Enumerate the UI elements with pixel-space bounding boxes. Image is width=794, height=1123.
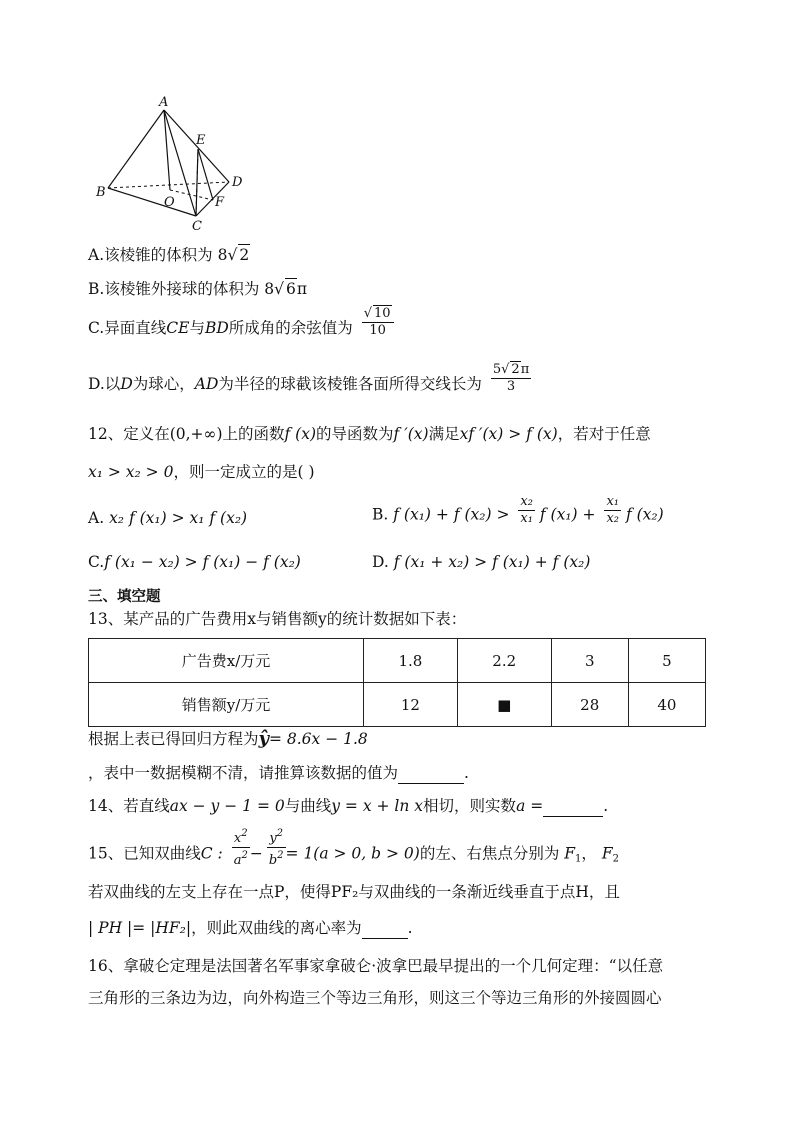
q12-option-b-frac1 bbox=[518, 494, 535, 527]
option-c-fraction bbox=[362, 305, 394, 339]
option-label: A. bbox=[88, 509, 105, 527]
sqrt-sign: √ bbox=[274, 280, 285, 298]
fraction-denominator: 3 bbox=[506, 379, 516, 394]
edge-ab bbox=[108, 110, 164, 188]
table-cell: 1.8 bbox=[364, 639, 458, 683]
table-cell: 28 bbox=[551, 683, 628, 727]
table-cell: 12 bbox=[364, 683, 458, 727]
option-d-text: D.以 bbox=[88, 375, 121, 393]
fraction-denominator: x₁ bbox=[520, 511, 533, 526]
option-a-radicand: 2 bbox=[239, 246, 250, 264]
row-header: 销售额y/万元 bbox=[89, 683, 364, 727]
option-a-value: 8 bbox=[217, 246, 228, 264]
q12-option-d bbox=[372, 552, 590, 572]
option-b-pi: π bbox=[296, 280, 308, 298]
q12-option-b-frac2 bbox=[604, 494, 621, 527]
option-a-line bbox=[88, 244, 250, 265]
q16-line1 bbox=[88, 956, 663, 976]
q12-text-a: 12、定义在(0,+∞)上的函数 bbox=[88, 425, 285, 443]
a-var: a bbox=[233, 853, 242, 868]
q16-line2 bbox=[88, 988, 662, 1008]
edge-bd-hidden bbox=[108, 182, 229, 188]
q12-text-d: ，若对于任意 bbox=[557, 425, 651, 443]
edge-bc bbox=[108, 188, 196, 216]
q14-text-a: 14、若直线 bbox=[88, 797, 170, 815]
q13-intro bbox=[88, 609, 466, 629]
b-var: b bbox=[268, 853, 278, 868]
table-cell: 2.2 bbox=[457, 639, 551, 683]
q12-condition: xf ′(x) > f (x) bbox=[459, 425, 558, 443]
q15-text-b: 的左、右焦点分别为 bbox=[419, 844, 560, 863]
fraction-numerator: 5√ 2π bbox=[492, 362, 530, 377]
q16-line1-text: 16、拿破仑定理是法国著名军事家拿破仑·波拿巴最早提出的一个几何定理：“以任意 bbox=[88, 957, 664, 975]
label-c: C bbox=[192, 219, 202, 234]
q14-var: a = bbox=[516, 797, 544, 815]
q12-fprime: f ′(x) bbox=[393, 425, 429, 443]
q14-curve-eq: y = x + ln x bbox=[331, 797, 424, 815]
q12-text-c: 满足 bbox=[428, 425, 460, 443]
q14-text-c: 相切，则实数 bbox=[423, 797, 517, 815]
fraction-denominator: x₂ bbox=[606, 511, 619, 526]
option-c-mid: 与 bbox=[189, 319, 205, 337]
answer-blank[interactable] bbox=[398, 763, 464, 784]
fraction-denominator: 10 bbox=[369, 323, 386, 338]
table-row bbox=[89, 639, 706, 683]
section-title bbox=[88, 586, 161, 607]
option-b-radicand: 6 bbox=[286, 280, 296, 298]
q14-text-b: 与曲线 bbox=[284, 797, 332, 815]
y-var: y bbox=[269, 831, 277, 846]
q15-f1: F bbox=[564, 844, 576, 863]
q15-y-fraction bbox=[267, 826, 286, 869]
period: . bbox=[407, 919, 413, 937]
q12-option-b-mid: f (x₁) + bbox=[539, 505, 596, 524]
option-d-ad: AD bbox=[194, 375, 219, 393]
q12-option-c bbox=[88, 552, 301, 572]
q15-f2: F bbox=[601, 844, 613, 863]
period: . bbox=[603, 797, 609, 815]
option-b-value: 8 bbox=[264, 280, 275, 298]
option-b-line bbox=[88, 278, 307, 299]
q13-intro-text: 13、某产品的广告费用x与销售额y的统计数据如下表： bbox=[88, 610, 467, 628]
option-c-line bbox=[88, 306, 394, 339]
fraction-numerator: x₂ bbox=[520, 494, 533, 509]
q12-text-b: 的导函数为 bbox=[316, 425, 394, 443]
fraction-denominator: $a^2$ bbox=[233, 850, 248, 868]
option-d-num-radicand: 2 bbox=[511, 362, 520, 377]
fraction-denominator: $b^2$ bbox=[268, 850, 284, 868]
q13-after2-text: ，表中一数据模糊不清，请推算该数据的值为 bbox=[88, 764, 399, 782]
section-3-title: 三、填空题 bbox=[88, 589, 161, 605]
option-d-fraction bbox=[491, 361, 531, 395]
table-cell: 5 bbox=[628, 639, 705, 683]
q12-option-d-expr: f (x₁ + x₂) > f (x₁) + f (x₂) bbox=[393, 553, 591, 571]
option-b-text: B.该棱锥外接球的体积为 bbox=[88, 280, 265, 298]
q15-eq-rest: = 1(a > 0, b > 0) bbox=[285, 844, 420, 863]
q12-option-b-end: f (x₂) bbox=[625, 505, 664, 524]
q12-option-c-expr: f (x₁ − x₂) > f (x₁) − f (x₂) bbox=[104, 553, 301, 571]
q15-c-label: C : bbox=[200, 844, 223, 863]
label-a: A bbox=[159, 95, 169, 110]
q13-after2 bbox=[88, 763, 469, 784]
option-c-num-radicand: 10 bbox=[374, 306, 391, 321]
q14-line-eq: ax − y − 1 = 0 bbox=[169, 797, 285, 815]
q12-line2 bbox=[88, 462, 315, 482]
q12-option-a-expr: x₂ f (x₁) > x₁ f (x₂) bbox=[109, 509, 248, 527]
x-var: x bbox=[233, 831, 242, 846]
table-cell: ■ bbox=[457, 683, 551, 727]
option-d-d: D bbox=[120, 375, 133, 393]
table-cell: 40 bbox=[628, 683, 705, 727]
q12-question: ，则一定成立的是( ) bbox=[173, 463, 315, 481]
answer-blank[interactable] bbox=[362, 918, 408, 939]
option-a-text: A.该棱锥的体积为 bbox=[88, 246, 218, 264]
period: . bbox=[464, 764, 469, 782]
table-cell: 3 bbox=[551, 639, 628, 683]
option-label: C. bbox=[88, 553, 105, 571]
fraction-numerator: x₁ bbox=[606, 494, 619, 509]
q12-option-a bbox=[88, 508, 247, 528]
label-d: D bbox=[232, 175, 243, 190]
q15-line1: 15、已知双曲线C : $\frac{x^2}{a^2}$ − $\frac{y^2}{b^2}$ = 1(a > 0, b > 0)的左、右焦点分别为 $F_1$， $F_2$ bbox=[88, 828, 619, 868]
option-c-text: C.异面直线 bbox=[88, 319, 167, 337]
answer-blank[interactable] bbox=[543, 796, 603, 817]
q15-line2-text: 若双曲线的左支上存在一点P，使得PF₂与双曲线的一条渐近线垂直于点H，且 bbox=[88, 883, 620, 901]
q16-line2-text: 三角形的三条边为边，向外构造三个等边三角形，则这三个等边三角形的外接圆圆心 bbox=[88, 989, 662, 1007]
q12-option-b bbox=[372, 494, 664, 527]
table-row bbox=[89, 683, 706, 727]
q13-data-table bbox=[88, 638, 706, 727]
label-f: F bbox=[215, 195, 225, 210]
option-c-end: 所成角的余弦值为 bbox=[228, 319, 353, 337]
option-label: D. bbox=[372, 553, 389, 571]
option-d-num-pi: π bbox=[520, 362, 530, 377]
q15-x-fraction bbox=[232, 826, 250, 869]
label-o: O bbox=[164, 195, 175, 210]
pyramid-figure bbox=[92, 92, 262, 237]
label-e: E bbox=[196, 133, 206, 148]
option-d-end: 为半径的球截该棱锥各面所得交线长为 bbox=[218, 375, 482, 393]
q12-inequality: x₁ > x₂ > 0 bbox=[88, 463, 174, 481]
q12-line1 bbox=[88, 424, 651, 444]
q13-after1 bbox=[88, 729, 368, 749]
q15-line3-eq: | PH |= |HF₂| bbox=[88, 919, 192, 937]
q12-fx: f (x) bbox=[284, 425, 317, 443]
option-d-mid: 为球心， bbox=[132, 375, 195, 393]
fraction-numerator: $y^2$ bbox=[267, 826, 286, 848]
q12-option-b-left: f (x₁) + f (x₂) > bbox=[393, 505, 510, 524]
option-label: B. bbox=[372, 505, 389, 524]
q15-text-a: 15、已知双曲线 bbox=[88, 844, 201, 863]
fraction-numerator: $x^2$ bbox=[232, 826, 250, 848]
edge-of-hidden bbox=[170, 190, 213, 200]
sqrt-sign: √ bbox=[227, 246, 238, 264]
option-d-num: 5 bbox=[492, 362, 502, 377]
q13-equation: = 8.6x − 1.8 bbox=[268, 730, 368, 748]
q15-line2 bbox=[88, 882, 620, 902]
q13-yhat: ŷ bbox=[258, 728, 269, 749]
label-b: B bbox=[96, 185, 106, 200]
q15-line3-rest: ，则此双曲线的离心率为 bbox=[191, 919, 362, 937]
q15-line3 bbox=[88, 918, 413, 939]
option-c-ce: CE bbox=[166, 319, 190, 337]
option-c-bd: BD bbox=[204, 319, 229, 337]
fraction-numerator: √ 10 bbox=[362, 305, 394, 323]
q13-after1-text: 根据上表已得回归方程为 bbox=[88, 730, 259, 748]
q14-line bbox=[88, 796, 608, 817]
row-header: 广告费x/万元 bbox=[89, 639, 364, 683]
